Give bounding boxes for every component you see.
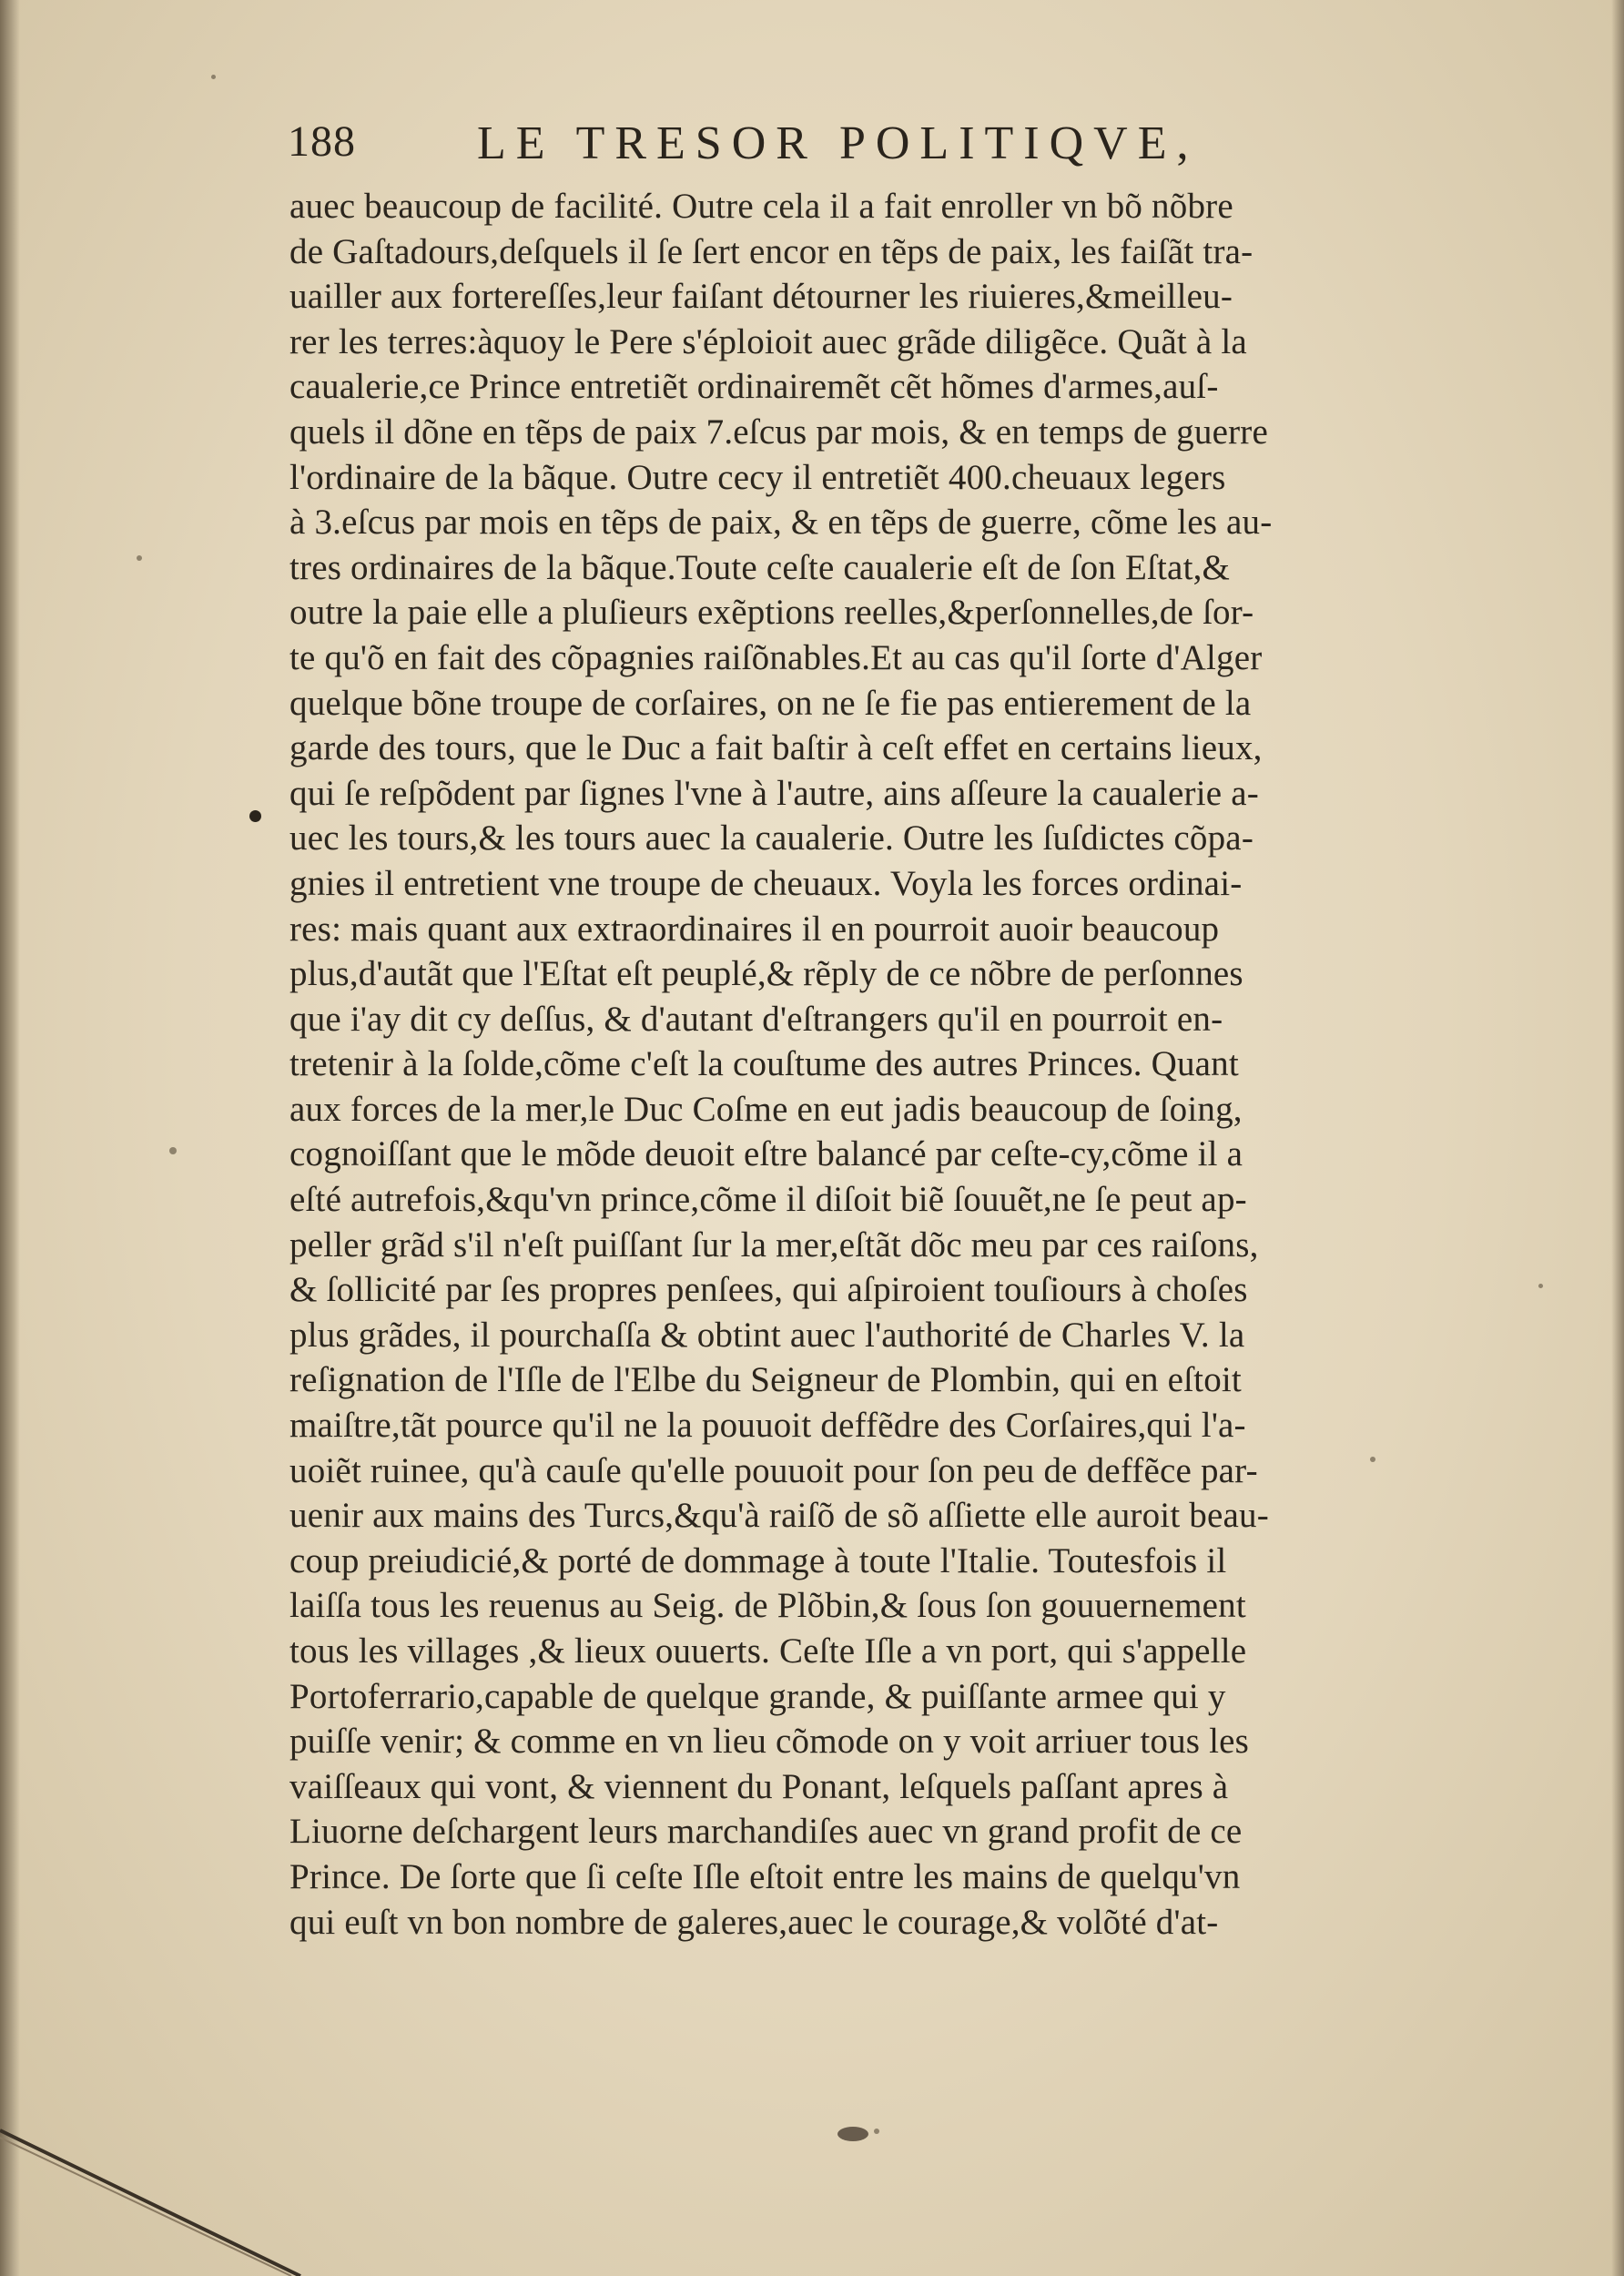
text-line: gnies il entretient vne troupe de cheuaux. Voyla les forces ordinai- (289, 863, 1243, 903)
page-header (288, 117, 1298, 180)
text-line: Prince. De ſorte que ſi ceſte Iſle eſtoit entre les mains de quelqu'vn (289, 1856, 1241, 1896)
text-line: laiſſa tous les reuenus au Seig. de Plõbin,& ſous ſon gouuernement (289, 1586, 1246, 1626)
binding-gutter (0, 0, 20, 2276)
paper-speck (137, 555, 142, 561)
text-line: tretenir à la ſolde,cõme c'eſt la couſtume des autres Princes. Quant (289, 1044, 1239, 1084)
page-number: 188 (288, 117, 356, 166)
text-line: tres ordinaires de la bãque.Toute ceſte caualerie eſt de ſon Eſtat,& (289, 547, 1231, 587)
corner-fold-lines (0, 2094, 328, 2276)
text-line: caualerie,ce Prince entretiẽt ordinairemẽt cẽt hõmes d'armes,auſ- (289, 367, 1219, 407)
text-line: coup preiudicié,& porté de dommage à toute l'Italie. Toutesfois il (289, 1540, 1227, 1580)
text-line: uoiẽt ruinee, qu'à cauſe qu'elle pouuoit pour ſon peu de deffẽce par- (289, 1450, 1258, 1490)
text-line: puiſſe venir; & comme en vn lieu cõmode on y voit arriuer tous les (289, 1722, 1250, 1762)
text-line: qui euſt vn bon nombre de galeres,auec le courage,& volõté d'at- (289, 1902, 1219, 1942)
paper-speck (1370, 1457, 1375, 1462)
text-line: uenir aux mains des Turcs,&qu'à raiſõ de sõ aſſiette elle auroit beau- (289, 1496, 1269, 1536)
body-text (289, 184, 1455, 1945)
text-line: peller grãd s'il n'eſt puiſſant ſur la mer,eſtãt dõc meu par ces raiſons, (289, 1224, 1259, 1265)
ink-smudge (837, 2127, 868, 2141)
text-line: l'ordinaire de la bãque. Outre cecy il entretiẽt 400.cheuaux legers (289, 457, 1226, 497)
catchword-mark (837, 2121, 910, 2149)
text-line: garde des tours, que le Duc a fait baſtir à ceſt effet en certains lieux, (289, 728, 1263, 768)
text-line: te qu'õ en fait des cõpagnies raiſõnables.Et au cas qu'il ſorte d'Alger (289, 637, 1263, 677)
text-line: & ſollicité par ſes propres penſees, qui aſpiroient touſiours à choſes (289, 1270, 1248, 1310)
text-line: maiſtre,tãt pource qu'il ne la pouuoit deffẽdre des Corſaires,qui l'a- (289, 1406, 1246, 1446)
margin-dot-mark (249, 810, 261, 822)
paper-speck (1538, 1284, 1543, 1288)
text-line: outre la paie elle a pluſieurs exẽptions reelles,&perſonnelles,de ſor- (289, 593, 1254, 633)
text-line: Liuorne deſchargent leurs marchandiſes auec vn grand profit de ce (289, 1812, 1243, 1852)
text-line: cognoiſſant que le mõde deuoit eſtre balancé par ceſte-cy,cõme il a (289, 1134, 1243, 1174)
page-edge-shadow (1611, 0, 1624, 2276)
text-line: quelque bõne troupe de corſaires, on ne ſe fie pas entierement de la (289, 683, 1252, 723)
text-line: que i'ay dit cy deſſus, & d'autant d'eſtrangers qu'il en pourroit en- (289, 999, 1223, 1039)
text-line: plus,d'autãt que l'Eſtat eſt peuplé,& rẽply de ce nõbre de perſonnes (289, 954, 1243, 994)
text-line: uailler aux fortereſſes,leur faiſant détourner les riuieres,&meilleu- (289, 277, 1233, 317)
text-line: eſté autrefois,&qu'vn prince,cõme il diſoit biẽ ſouuẽt,ne ſe peut ap- (289, 1180, 1247, 1220)
text-line: plus grãdes, il pourchaſſa & obtint auec l'authorité de Charles V. la (289, 1315, 1245, 1355)
text-line: uec les tours,& les tours auec la caualerie. Outre les ſuſdictes cõpa- (289, 818, 1254, 859)
text-line: res: mais quant aux extraordinaires il en pourroit auoir beaucoup (289, 909, 1220, 949)
text-line: à 3.eſcus par mois en tẽps de paix, & en tẽps de guerre, cõme les au- (289, 503, 1273, 543)
paper-speck (874, 2129, 879, 2134)
text-line: tous les villages ,& lieux ouuerts. Ceſte Iſle a vn port, qui s'appelle (289, 1631, 1247, 1671)
text-line: rer les terres:àquoy le Pere s'éploioit auec grãde diligẽce. Quãt à la (289, 321, 1247, 361)
text-line: reſignation de l'Iſle de l'Elbe du Seigneur de Plombin, qui en eſtoit (289, 1360, 1242, 1400)
text-line: qui ſe reſpõdent par ſignes l'vne à l'autre, ains aſſeure la caualerie a- (289, 773, 1259, 813)
text-line: aux forces de la mer,le Duc Coſme en eut jadis beaucoup de ſoing, (289, 1089, 1243, 1129)
text-line: vaiſſeaux qui vont, & viennent du Ponant, leſquels paſſant apres à (289, 1766, 1229, 1806)
text-line: Portoferrario,capable de quelque grande, & puiſſante armee qui y (289, 1676, 1226, 1716)
paper-speck (169, 1147, 177, 1154)
running-title: LE TRESOR POLITIQVE, (477, 117, 1199, 169)
text-line: de Gaſtadours,deſquels il ſe ſert encor en tẽps de paix, les faiſãt tra- (289, 231, 1254, 271)
text-line: quels il dõne en tẽps de paix 7.eſcus par mois, & en temps de guerre (289, 412, 1268, 452)
paper-speck (211, 75, 216, 79)
text-line: auec beaucoup de facilité. Outre cela il a fait enroller vn bõ nõbre (289, 187, 1233, 226)
